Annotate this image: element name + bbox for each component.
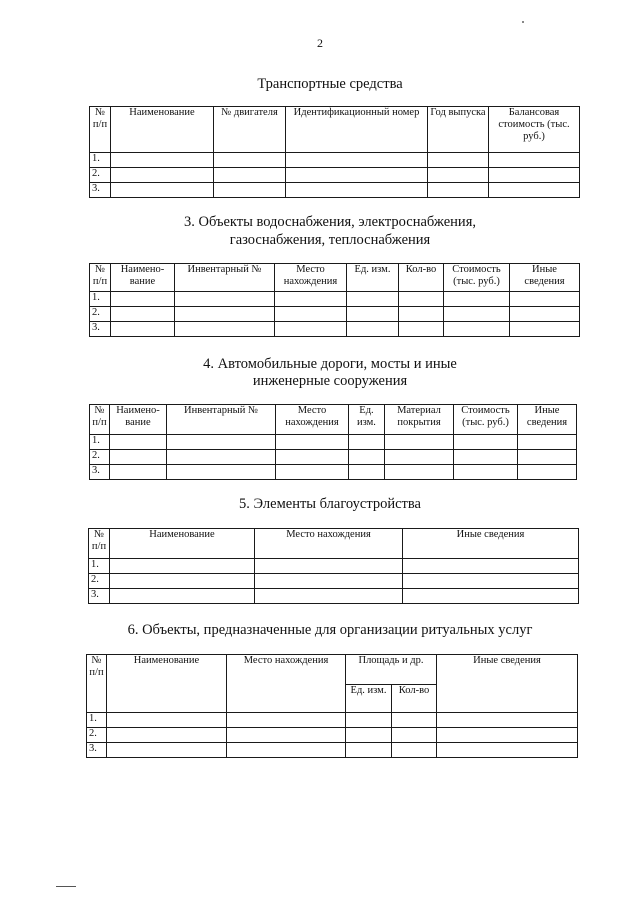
header-cell: Стоимость (тыс. руб.) (454, 405, 518, 435)
header-cell: № п/п (90, 107, 111, 153)
table-row (90, 307, 580, 322)
header-cell: Инвентарный № (167, 405, 276, 435)
header-cell: Наимено- вание (111, 264, 175, 292)
scan-speck (522, 21, 524, 23)
section-title-roads-line1: 4. Автомобильные дороги, мосты и иные (203, 356, 457, 372)
header-cell: Наименование (107, 655, 227, 713)
table-row (90, 465, 577, 480)
header-cell: Наименование (110, 529, 255, 559)
row-number: 2. (87, 728, 107, 743)
section-title-vehicles: Транспортные средства (257, 76, 403, 92)
header-cell: Наимено- вание (110, 405, 167, 435)
header-cell: Ед. изм. (349, 405, 385, 435)
header-cell: № двигателя (214, 107, 286, 153)
row-number: 1. (87, 713, 107, 728)
header-cell: Инвентарный № (175, 264, 275, 292)
header-cell: Балансовая стоимость (тыс. руб.) (489, 107, 580, 153)
header-cell: № п/п (90, 264, 111, 292)
row-number: 3. (90, 465, 110, 480)
header-cell: Наименование (111, 107, 214, 153)
table-row (87, 713, 578, 728)
header-cell: Место нахождения (255, 529, 403, 559)
table-row (90, 292, 580, 307)
header-cell: Место нахождения (276, 405, 349, 435)
header-cell: Площадь и др. (346, 655, 437, 685)
section-title-ritual: 6. Объекты, предназначенные для организации ритуальных услуг (127, 622, 533, 638)
section-title-utilities-line2: газоснабжения, теплоснабжения (229, 232, 431, 248)
table-row (87, 728, 578, 743)
page-number: 2 (317, 36, 323, 50)
header-cell: Ед. изм. (347, 264, 399, 292)
row-number: 3. (87, 743, 107, 758)
header-cell: Иные сведения (510, 264, 580, 292)
header-cell: № п/п (87, 655, 107, 713)
table-landscaping (88, 528, 579, 604)
section-title-roads-line2: инженерные сооружения (252, 373, 408, 389)
table-row (89, 574, 579, 589)
row-number: 1. (90, 292, 111, 307)
header-cell: Материал покрытия (385, 405, 454, 435)
table-utilities (89, 263, 580, 337)
table-row (90, 183, 580, 198)
table-row (90, 435, 577, 450)
row-number: 2. (90, 307, 111, 322)
row-number: 2. (90, 450, 110, 465)
row-number: 2. (89, 574, 110, 589)
table-row (90, 322, 580, 337)
section-title-utilities-line1: 3. Объекты водоснабжения, электроснабжения, (184, 214, 476, 230)
table-vehicles (89, 106, 580, 198)
header-cell: Идентификационный номер (286, 107, 428, 153)
header-cell: № п/п (90, 405, 110, 435)
row-number: 1. (90, 435, 110, 450)
table-row (90, 153, 580, 168)
table-row (89, 589, 579, 604)
table-row (89, 559, 579, 574)
margin-mark (56, 886, 76, 887)
header-cell: Иные сведения (518, 405, 577, 435)
header-cell: Год выпуска (428, 107, 489, 153)
header-cell: Место нахождения (275, 264, 347, 292)
header-cell: Иные сведения (403, 529, 579, 559)
table-row (90, 168, 580, 183)
header-cell: Кол-во (399, 264, 444, 292)
header-cell: Иные сведения (437, 655, 578, 713)
header-cell: Место нахождения (227, 655, 346, 713)
table-ritual (86, 654, 578, 758)
table-row (90, 450, 577, 465)
header-cell: Ед. изм. (346, 685, 392, 713)
header-cell: Стоимость (тыс. руб.) (444, 264, 510, 292)
header-cell: Кол-во (392, 685, 437, 713)
row-number: 3. (90, 322, 111, 337)
row-number: 1. (90, 153, 111, 168)
header-cell: № п/п (89, 529, 110, 559)
section-title-landscaping: 5. Элементы благоустройства (239, 496, 421, 512)
row-number: 3. (90, 183, 111, 198)
table-row (87, 743, 578, 758)
row-number: 1. (89, 559, 110, 574)
table-roads (89, 404, 577, 480)
row-number: 3. (89, 589, 110, 604)
row-number: 2. (90, 168, 111, 183)
